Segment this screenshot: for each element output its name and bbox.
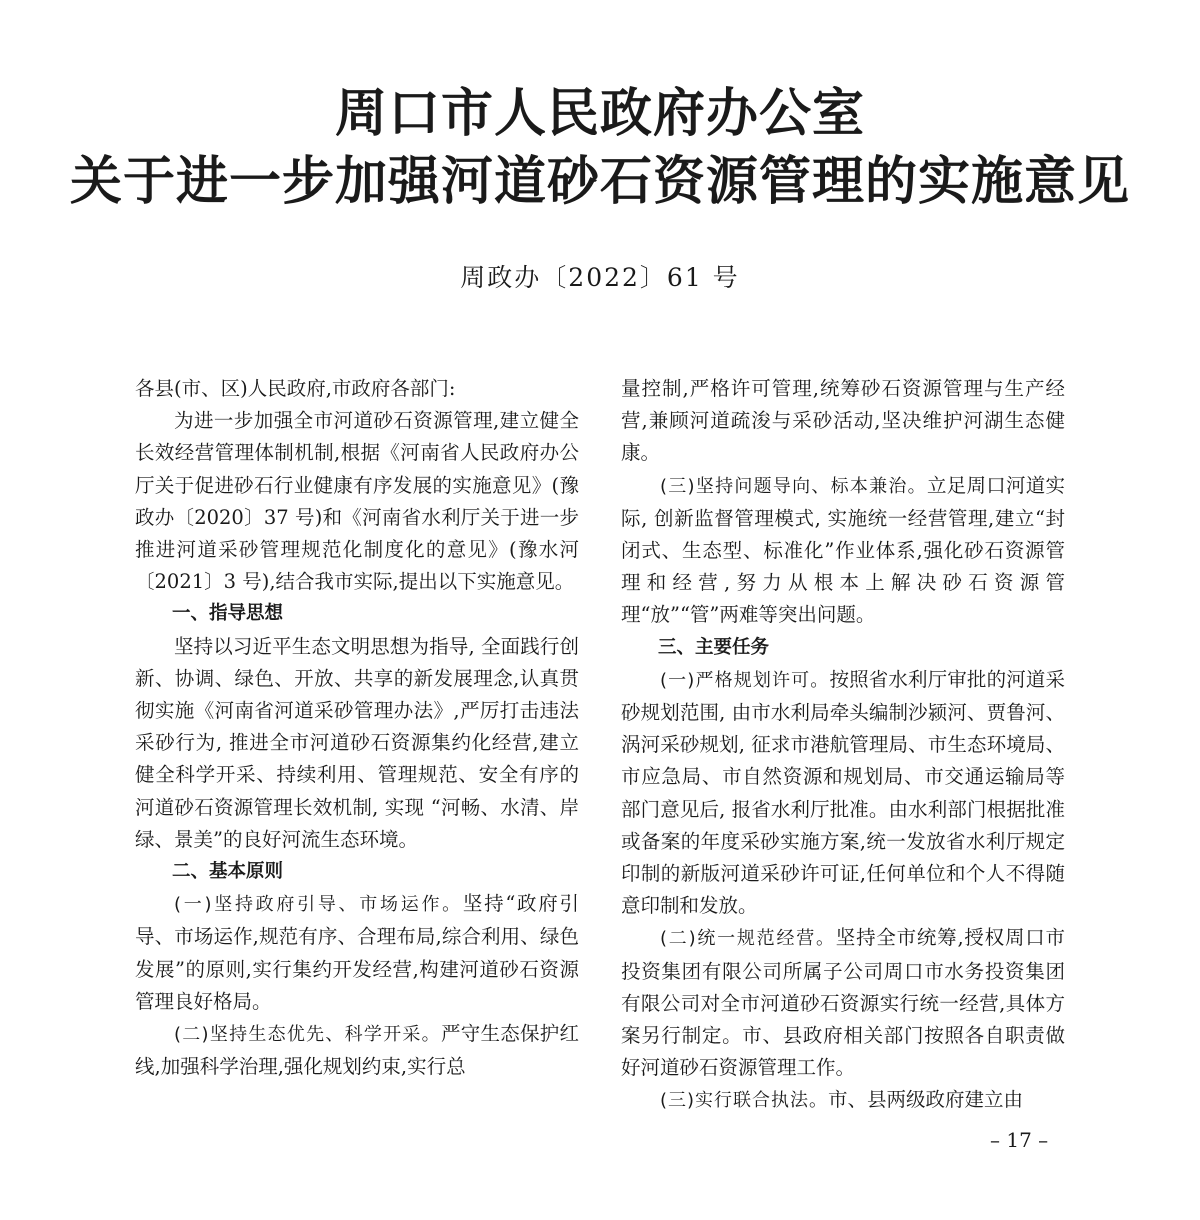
- document-title-line2: 关于进一步加强河道砂石资源管理的实施意见: [69, 152, 1130, 212]
- task-1-paragraph: [621, 664, 1065, 923]
- left-column: [135, 373, 579, 1083]
- salutation: 各县(市、区)人民政府,市政府各部门:: [135, 377, 456, 400]
- principle-2-continued: 量控制,严格许可管理,统筹砂石资源管理与生产经营,兼顾河道疏浚与采砂活动,坚决维护河湖生态健康。: [621, 377, 1065, 465]
- right-column: [621, 373, 1065, 1118]
- principle-1-text: 坚持“政府引导、市场运作,规范有序、合理布局,综合利用、绿色发展”的原则,实行集约开发经营,构建河道砂石资源管理良好格局。: [135, 892, 579, 1013]
- task-3-paragraph: [621, 1084, 1065, 1117]
- principle-1-subheading: (一)坚持政府引导、市场运作。: [174, 894, 463, 916]
- principle-3-paragraph: [621, 470, 1065, 632]
- section-heading-3: 三、主要任务: [658, 636, 770, 658]
- principle-3-text: 立足周口河道实际, 创新监督管理模式, 实施统一经营管理,建立“封闭式、生态型、标准化”作业体系,强化砂石资源管理和经营,努力从根本上解决砂石资源管理“放”“管”两难等突出问题。: [621, 473, 1065, 627]
- task-3-text: 市、县两级政府建立由: [828, 1088, 1024, 1112]
- principle-2-paragraph: [135, 1018, 579, 1083]
- task-1-subheading: (一)严格规划许可。: [660, 669, 830, 691]
- task-2-text: 坚持全市统筹,授权周口市投资集团有限公司所属子公司周口市水务投资集团有限公司对全市河道砂石资源实行统一经营,具体方案另行制定。市、县政府相关部门按照各自职责做好河道砂石资源管理工作。: [621, 926, 1066, 1080]
- principle-3-subheading: (三)坚持问题导向、标本兼治。: [660, 475, 927, 497]
- section-heading-1: 一、指导思想: [172, 603, 284, 625]
- document-number: 周政办〔2022〕61 号: [460, 263, 740, 292]
- task-2-paragraph: [621, 922, 1065, 1084]
- intro-paragraph: 为进一步加强全市河道砂石资源管理,建立健全长效经营管理体制机制,根据《河南省人民政府办公厅关于促进砂石行业健康有序发展的实施意见》(豫政办〔2020〕37 号)和《河南省水利厅关于进一步推进河道采砂管理规范化制度化的意见》(豫水河〔2021〕3 号),结合我市实际,提出以下实施意见。: [135, 409, 579, 594]
- section-heading-2: 二、基本原则: [172, 861, 284, 883]
- principle-1-paragraph: [135, 888, 579, 1018]
- page-number: – 17 –: [990, 1128, 1049, 1152]
- task-1-text: 按照省水利厅审批的河道采砂规划范围, 由市水利局牵头编制沙颍河、贾鲁河、涡河采砂规划, 征求市港航管理局、市生态环境局、市应急局、市自然资源和规划局、市交通运输局等部门意见后, 报省水利厅批准。由水利部门根据批准或备案的年度采砂实施方案,统一发放省水利厅规定印制的新版河道采砂许可证,任何单位和个人不得随意印制和发放。: [621, 667, 1065, 918]
- task-3-subheading: (三)实行联合执法。: [660, 1090, 829, 1112]
- guiding-ideology-paragraph: 坚持以习近平生态文明思想为指导, 全面践行创新、协调、绿色、开放、共享的新发展理念,认真贯彻实施《河南省河道采砂管理办法》,严厉打击违法采砂行为, 推进全市河道砂石资源集约化经营,建立健全科学开采、持续利用、管理规范、安全有序的河道砂石资源管理长效机制, 实现 “河畅、水清、岸绿、景美”的良好河流生态环境。: [135, 634, 579, 851]
- task-2-subheading: (二)统一规范经营。: [660, 928, 836, 950]
- document-title-line1: 周口市人民政府办公室: [334, 84, 865, 144]
- principle-2-subheading: (二)坚持生态优先、科学开采。: [174, 1024, 441, 1046]
- principle-2-text: 严守生态保护红线,加强科学治理,强化规划约束,实行总: [135, 1022, 579, 1079]
